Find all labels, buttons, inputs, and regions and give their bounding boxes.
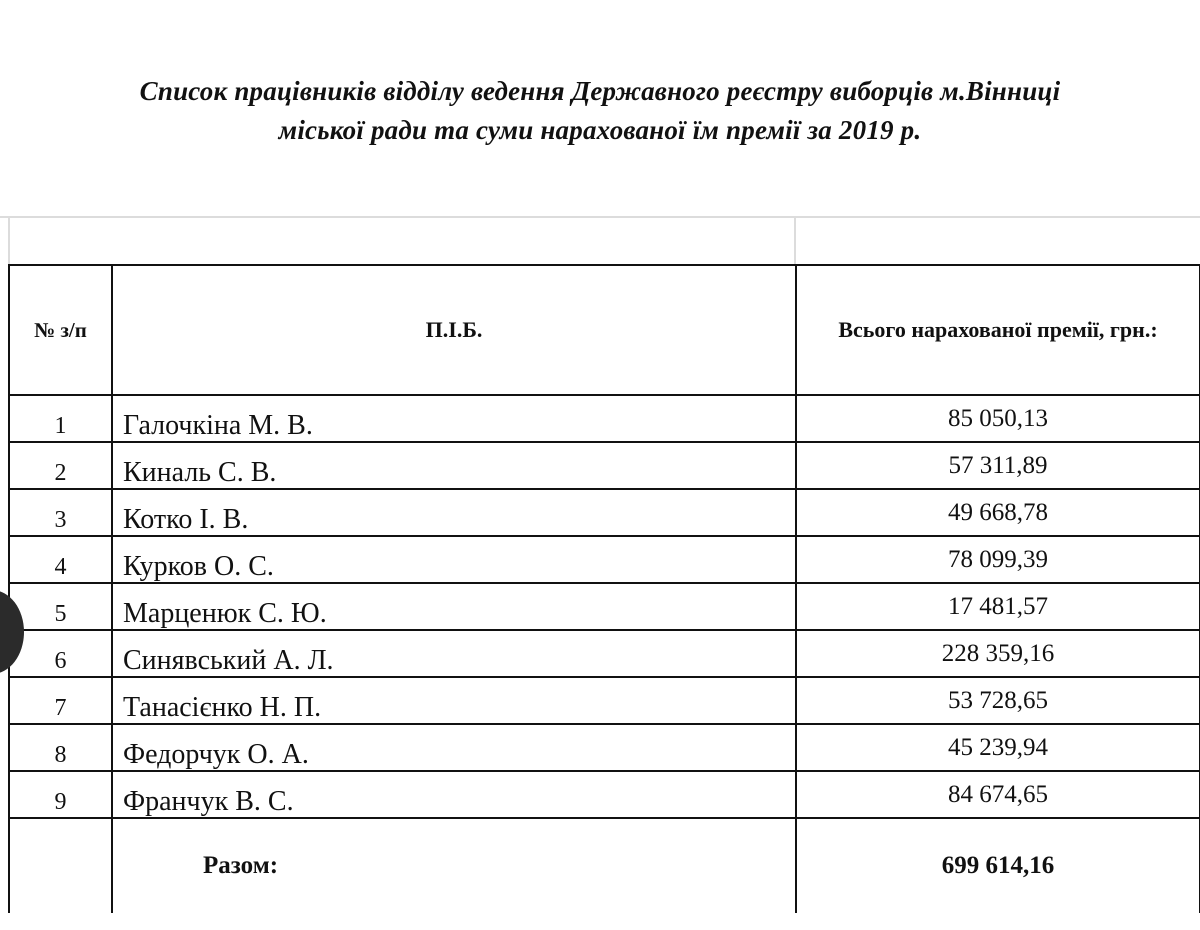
bonus-table	[8, 264, 1200, 913]
sheet-gridline	[794, 216, 796, 266]
row-name: Марценюк С. Ю.	[112, 583, 796, 630]
document-title	[0, 72, 1200, 150]
row-amount: 85 050,13	[796, 395, 1200, 442]
table-row	[9, 395, 1200, 442]
row-number: 8	[9, 724, 112, 771]
row-name: Федорчук О. А.	[112, 724, 796, 771]
row-name: Галочкіна М. В.	[112, 395, 796, 442]
total-amount: 699 614,16	[796, 818, 1200, 913]
row-amount: 17 481,57	[796, 583, 1200, 630]
row-amount: 78 099,39	[796, 536, 1200, 583]
header-number: № з/п	[9, 265, 112, 395]
row-number: 5	[9, 583, 112, 630]
row-amount: 228 359,16	[796, 630, 1200, 677]
table-row	[9, 677, 1200, 724]
sheet-gridline	[0, 216, 1200, 218]
row-number: 4	[9, 536, 112, 583]
row-number: 7	[9, 677, 112, 724]
table-row	[9, 442, 1200, 489]
table-row	[9, 489, 1200, 536]
row-amount: 84 674,65	[796, 771, 1200, 818]
row-name: Синявський А. Л.	[112, 630, 796, 677]
row-name: Танасієнко Н. П.	[112, 677, 796, 724]
total-label: Разом:	[112, 818, 796, 913]
row-name: Франчук В. С.	[112, 771, 796, 818]
row-amount: 57 311,89	[796, 442, 1200, 489]
table-header-row	[9, 265, 1200, 395]
row-amount: 45 239,94	[796, 724, 1200, 771]
table-row	[9, 724, 1200, 771]
row-number: 6	[9, 630, 112, 677]
row-number: 2	[9, 442, 112, 489]
document-title-line-1: Список працівників відділу ведення Державного реєстру виборців м.Вінниці	[139, 76, 1061, 106]
total-number-cell	[9, 818, 112, 913]
document-title-line-2: міської ради та суми нарахованої їм премії за 2019 р.	[278, 115, 922, 145]
row-name: Курков О. С.	[112, 536, 796, 583]
table-row	[9, 536, 1200, 583]
total-row	[9, 818, 1200, 913]
row-amount: 53 728,65	[796, 677, 1200, 724]
row-number: 3	[9, 489, 112, 536]
table-row	[9, 630, 1200, 677]
row-name: Киналь С. В.	[112, 442, 796, 489]
sheet-gridline	[8, 216, 10, 266]
table-row	[9, 583, 1200, 630]
row-name: Котко І. В.	[112, 489, 796, 536]
row-number: 9	[9, 771, 112, 818]
table-row	[9, 771, 1200, 818]
header-name: П.І.Б.	[112, 265, 796, 395]
row-number: 1	[9, 395, 112, 442]
row-amount: 49 668,78	[796, 489, 1200, 536]
header-amount: Всього нарахованої премії, грн.:	[796, 265, 1200, 395]
